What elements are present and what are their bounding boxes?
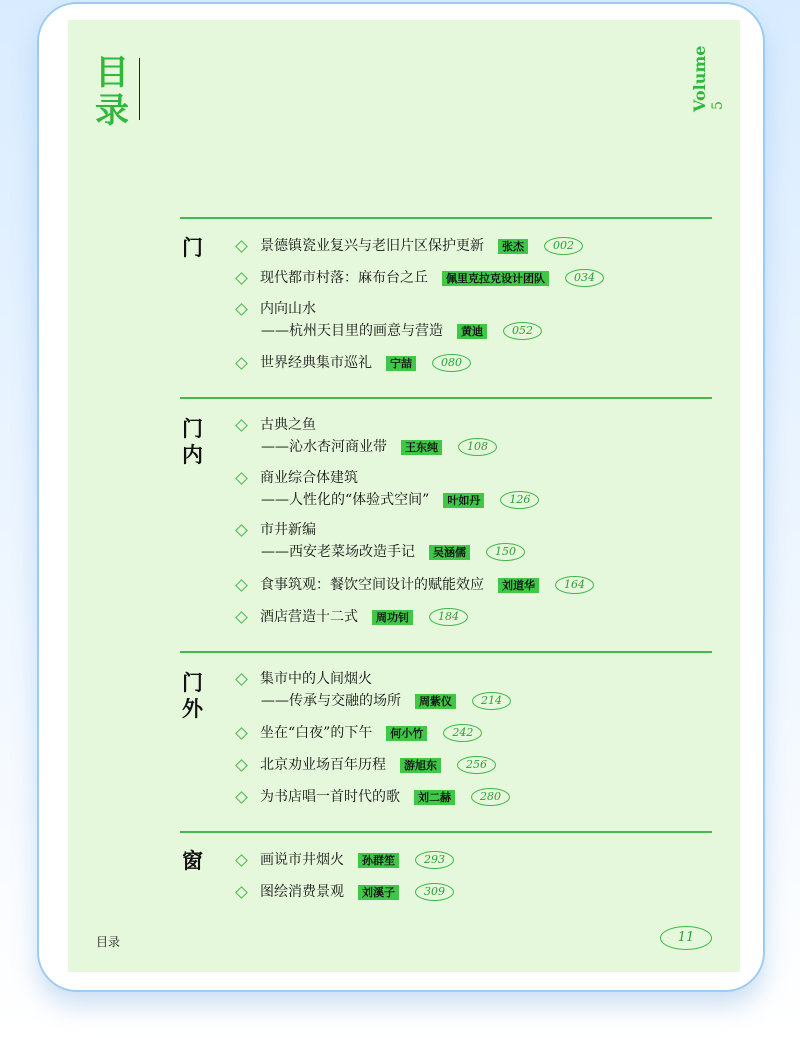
author-tag: 周功钊 bbox=[372, 610, 413, 625]
page-number-badge[interactable]: 184 bbox=[429, 608, 468, 626]
toc-entry[interactable] bbox=[234, 786, 510, 808]
toc-entry[interactable] bbox=[234, 849, 454, 871]
author-tag: 刘道华 bbox=[498, 578, 539, 593]
diamond-bullet-icon bbox=[235, 759, 248, 772]
toc-entry[interactable] bbox=[234, 722, 482, 744]
entry-title[interactable]: 世界经典集市巡礼 bbox=[260, 355, 372, 371]
toc-entry[interactable] bbox=[234, 574, 594, 596]
page-title: 目录 bbox=[95, 53, 129, 131]
section-divider bbox=[180, 831, 712, 833]
entry-title[interactable]: 内向山水 bbox=[260, 301, 316, 317]
diamond-bullet-icon bbox=[235, 524, 248, 537]
entry-title[interactable]: 北京劝业场百年历程 bbox=[260, 757, 386, 773]
page-number-badge[interactable]: 214 bbox=[472, 692, 511, 710]
page-number-badge[interactable]: 309 bbox=[415, 883, 454, 901]
toc-entry[interactable] bbox=[234, 519, 525, 563]
toc-entry[interactable] bbox=[234, 881, 454, 903]
diamond-bullet-icon bbox=[235, 854, 248, 867]
author-tag: 王东纯 bbox=[401, 440, 442, 455]
footer-page-number: 11 bbox=[660, 926, 712, 950]
page-number-badge[interactable]: 126 bbox=[500, 491, 539, 509]
page-number-badge[interactable]: 150 bbox=[486, 543, 525, 561]
diamond-bullet-icon bbox=[235, 611, 248, 624]
author-tag: 周紫仪 bbox=[415, 694, 456, 709]
diamond-bullet-icon bbox=[235, 673, 248, 686]
section-divider bbox=[180, 217, 712, 219]
entry-title[interactable]: 商业综合体建筑 bbox=[260, 470, 358, 486]
section-label-men: 门 bbox=[182, 235, 203, 260]
entry-subtitle[interactable]: ——西安老菜场改造手记 bbox=[261, 544, 415, 560]
page-number-badge[interactable]: 108 bbox=[458, 438, 497, 456]
page-number-badge[interactable]: 034 bbox=[565, 269, 604, 287]
entry-title[interactable]: 为书店唱一首时代的歌 bbox=[260, 789, 400, 805]
section-divider bbox=[180, 397, 712, 399]
page-number-badge[interactable]: 002 bbox=[544, 237, 583, 255]
volume-label bbox=[676, 45, 736, 132]
toc-entry[interactable] bbox=[234, 235, 583, 257]
author-tag: 游旭东 bbox=[400, 758, 441, 773]
author-tag: 刘二赫 bbox=[414, 790, 455, 805]
author-tag: 吴涵儒 bbox=[429, 545, 470, 560]
toc-entry[interactable] bbox=[234, 414, 497, 458]
entry-subtitle[interactable]: ——沁水杏河商业带 bbox=[261, 439, 387, 455]
section-label-chuang: 窗 bbox=[182, 848, 203, 873]
toc-entry[interactable] bbox=[234, 606, 468, 628]
volume-word: Volume bbox=[690, 45, 709, 112]
footer-label: 目录 bbox=[96, 935, 121, 949]
author-tag: 宁喆 bbox=[386, 356, 416, 371]
diamond-bullet-icon bbox=[235, 303, 248, 316]
volume-number: 5 bbox=[710, 101, 726, 110]
diamond-bullet-icon bbox=[235, 727, 248, 740]
page-number-badge[interactable]: 242 bbox=[443, 724, 482, 742]
toc-page bbox=[68, 20, 740, 972]
entry-title[interactable]: 酒店营造十二式 bbox=[260, 609, 358, 625]
page-number-badge[interactable]: 052 bbox=[503, 322, 542, 340]
section-divider bbox=[180, 651, 712, 653]
entry-subtitle[interactable]: ——传承与交融的场所 bbox=[261, 693, 401, 709]
page-number-badge[interactable]: 256 bbox=[457, 756, 496, 774]
author-tag: 叶如丹 bbox=[443, 493, 484, 508]
diamond-bullet-icon bbox=[235, 579, 248, 592]
entry-subtitle[interactable]: ——杭州天目里的画意与营造 bbox=[261, 323, 443, 339]
toc-entry[interactable] bbox=[234, 467, 539, 511]
entry-title[interactable]: 坐在“白夜”的下午 bbox=[260, 725, 373, 741]
entry-title[interactable]: 市井新编 bbox=[260, 522, 316, 538]
entry-title[interactable]: 现代都市村落：麻布台之丘 bbox=[260, 270, 428, 286]
diamond-bullet-icon bbox=[235, 419, 248, 432]
entry-subtitle[interactable]: ——人性化的“体验式空间” bbox=[261, 492, 430, 508]
author-tag: 张杰 bbox=[498, 239, 528, 254]
author-tag: 刘溪子 bbox=[358, 885, 399, 900]
page-number-badge[interactable]: 280 bbox=[471, 788, 510, 806]
toc-entry[interactable] bbox=[234, 298, 542, 342]
section-label-mennei: 门内 bbox=[182, 416, 203, 467]
page-number-badge[interactable]: 080 bbox=[432, 354, 471, 372]
section-label-menwai: 门外 bbox=[182, 670, 203, 721]
title-divider bbox=[139, 58, 140, 120]
page-number-badge[interactable]: 164 bbox=[555, 576, 594, 594]
author-tag: 孙群笙 bbox=[358, 853, 399, 868]
diamond-bullet-icon bbox=[235, 886, 248, 899]
diamond-bullet-icon bbox=[235, 240, 248, 253]
diamond-bullet-icon bbox=[235, 357, 248, 370]
diamond-bullet-icon bbox=[235, 272, 248, 285]
author-tag: 黄迪 bbox=[457, 324, 487, 339]
toc-entry[interactable] bbox=[234, 352, 471, 374]
toc-entry[interactable] bbox=[234, 668, 511, 712]
entry-title[interactable]: 集市中的人间烟火 bbox=[260, 671, 372, 687]
author-tag: 何小竹 bbox=[386, 726, 427, 741]
toc-entry[interactable] bbox=[234, 754, 496, 776]
page-number-badge[interactable]: 293 bbox=[415, 851, 454, 869]
entry-title[interactable]: 景德镇瓷业复兴与老旧片区保护更新 bbox=[260, 238, 484, 254]
diamond-bullet-icon bbox=[235, 791, 248, 804]
entry-title[interactable]: 图绘消费景观 bbox=[260, 884, 344, 900]
entry-title[interactable]: 古典之鱼 bbox=[260, 417, 316, 433]
author-tag: 佩里克拉克设计团队 bbox=[442, 271, 549, 286]
entry-title[interactable]: 画说市井烟火 bbox=[260, 852, 344, 868]
entry-title[interactable]: 食事筑观：餐饮空间设计的赋能效应 bbox=[260, 577, 484, 593]
diamond-bullet-icon bbox=[235, 472, 248, 485]
toc-entry[interactable] bbox=[234, 267, 604, 289]
